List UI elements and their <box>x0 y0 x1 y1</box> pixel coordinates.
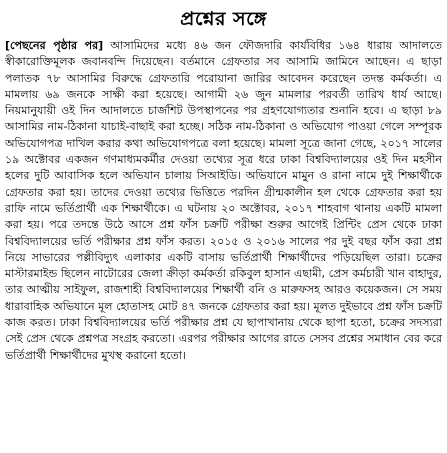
article-body-text: আসামিদের মধ্যে ৪৬ জন ফৌজদারি কার্যবিধির ১৬৪ ধারায় আদালতে স্বীকারোক্তিমূলক জবানবন্দি দিয়েছেন। বর্তমানে গ্রেফতার সব আসামি জামিনে আছেন। এ ছাড়া পলাতক ৭৮ আসামির বিরুদ্ধে গ্রেফতারি পরোয়ানা জারির আবেদন করেছেন তদন্ত কর্মকর্তা। এ মামলায় ৬৯ জনকে সাক্ষী করা হয়েছে। আগামী ২৬ জুন মামলার পরবর্তী তারিখ ধার্য আছে। নিয়মানুযায়ী ওই দিন আদালতে চার্জশিট উপস্থাপনের পর গ্রহণযোগ্যতার শুনানি হবে। এ ছাড়া ৮৯ আসামির নাম-ঠিকানা যাচাই-বাছাই করা হচ্ছে। সঠিক নাম-ঠিকানা ও অভিযোগ পাওয়া গেলে সম্পূরক অভিযোগপত্র দাখিল করার কথা অভিযোগপত্রে বলা হয়েছে। মামলা সূত্রে জানা গেছে, ২০১৭ সালের ১৯ অক্টোবর একজন গণমাধ্যমকর্মীর দেওয়া তথ্যের সূত্র ধরে ঢাকা বিশ্ববিদ্যালয়ের ওই দিন মহসীন হলের দুটি আবাসিক হলে অভিযান চালায় সিআইডি। অভিযানে মামুন ও রানা নামে দুই শিক্ষার্থীকে গ্রেফতার করা হয়। তাদের দেওয়া তথ্যের ভিত্তিতে পরদিন গ্রীন্মকালীন হল থেকে গ্রেফতার করা হয় রাফি নামে ভর্তিপ্রার্থী এক শিক্ষার্থীকে। এ ঘটনায় ২০ অক্টোবর, ২০১৭ শাহবাগ থানায় একটি মামলা করা হয়। পরে তদন্তে উঠে আসে প্রশ্ন ফাঁস চক্রটি পরীক্ষা শুরুর আগেই প্রিন্টিং প্রেস থেকে ঢাকা বিশ্ববিদ্যালয়ের ভর্তি পরীক্ষার প্রশ্ন ফাঁস করত। ২০১৫ ও ২০১৬ সালের পর দুই বছর ফাঁস করা প্রশ্ন নিয়ে সাভারের পল্লীবিদ্যুৎ এলাকার একটি বাসায় ভর্তিপ্রার্থী শিক্ষার্থীদের পড়িয়েছিল তারা। চক্রের মাস্টারমাইন্ড ছিলেন নাটোরের জেলা ক্রীড়া কর্মকর্তা রকিবুল হাসান এছামী, প্রেস কর্মচারী খান বাহাদুর, তার আত্মীয় সাইফুল, রাজশাহী বিশ্ববিদ্যালয়ের শিক্ষার্থী বনি ও মারুফসহ আরও কয়েকজন। সে সময় ধারাবাহিক অভিযানে মূল হোতাসহ মোট ৪৭ জনকে গ্রেফতার করা হয়। মূলত দুইভাবে প্রশ্ন ফাঁস চক্রটি কাজ করত। ঢাকা বিশ্ববিদ্যালয়ের ভর্তি পরীক্ষার প্রশ্ন যে ছাপাখানায় থেকে ছাপা হতো, চক্রের সদস্যরা সেই প্রেস থেকে প্রশ্নপত্র সংগ্রহ করতো। এরপর পরীক্ষার আগের রাতে সেসব প্রশ্নের সমাধান বের করে ভর্তিপ্রার্থী শিক্ষার্থীদের মুখস্থ করানো হতো। <box>5 39 443 362</box>
article-body-paragraph <box>5 38 442 364</box>
article-headline: প্রশ্নের সঙ্গে <box>180 8 267 30</box>
continuation-tag: [পেছনের পৃষ্ঠার পর] <box>5 39 104 52</box>
